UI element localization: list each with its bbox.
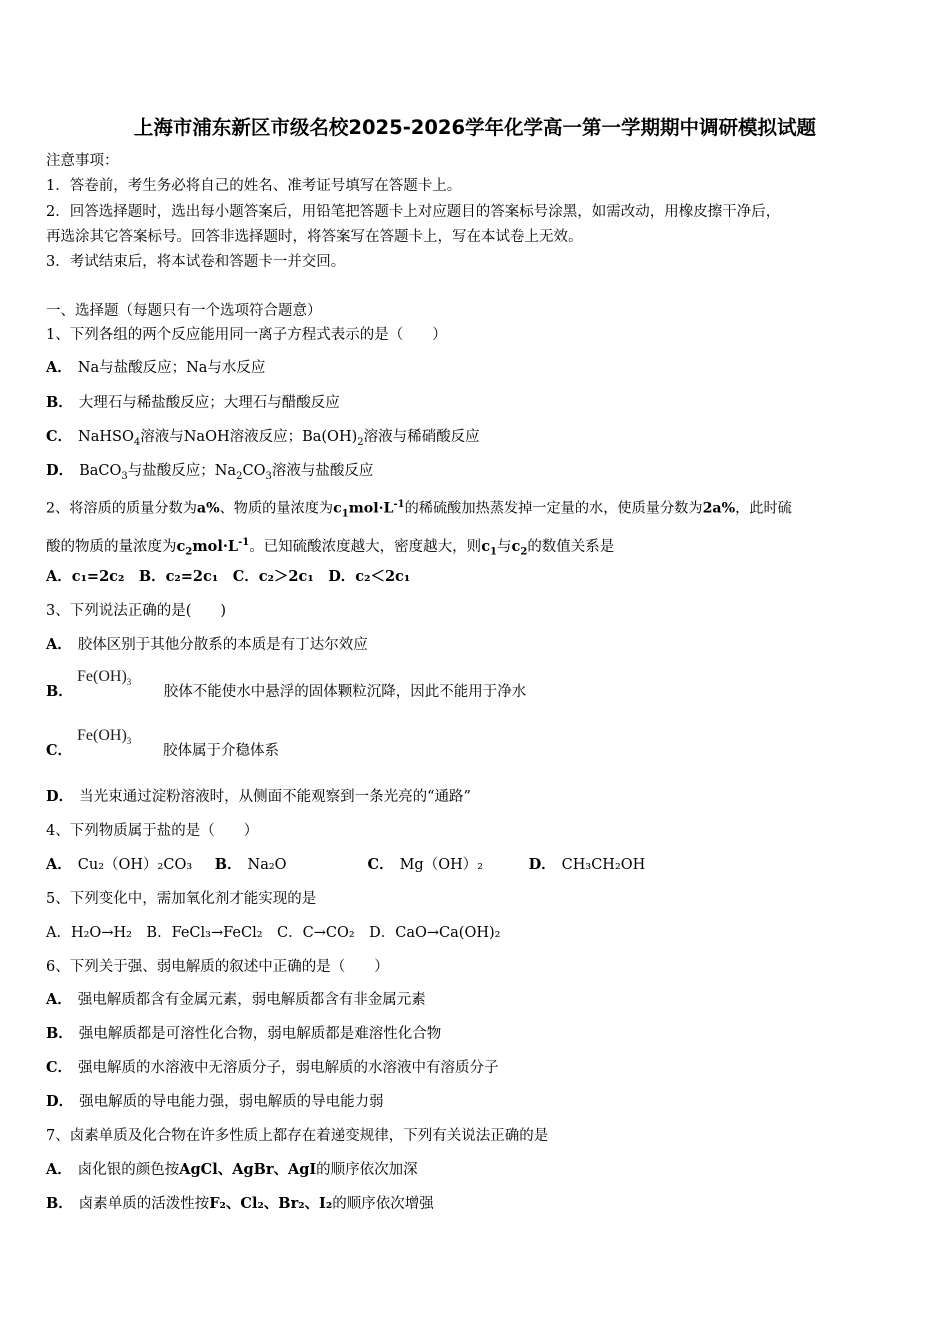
option-label: C． [46,742,73,759]
q5-options: A．H₂O→H₂ B．FeCl₃→FeCl₂ C．C→CO₂ D．CaO→Ca(OH)₂ [46,925,501,941]
q1-option-b [46,393,340,413]
notice-item: 3．考试结束后，将本试卷和答题卡一并交回。 [46,254,346,270]
option-text: 胶体不能使水中悬浮的固体颗粒沉降，因此不能用于净水 [163,684,527,700]
subscript: 2 [236,470,243,482]
option-text: CH₃CH₂OH [561,857,646,873]
notice-item: 再选涂其它答案标号。回答非选择题时，将答案写在答题卡上，写在本试卷上无效。 [46,229,583,245]
option-label: A． [46,359,72,376]
option-text: 卤素单质的活泼性按 [78,1196,210,1212]
option-label: B． [46,1195,73,1212]
option-label: D． [528,856,556,873]
subscript: 4 [133,436,141,448]
option-label: C． [46,428,73,445]
option-text: 大理石与稀盐酸反应；大理石与醋酸反应 [78,395,340,411]
option-label: A． [46,991,72,1008]
option-label: A． [46,1161,72,1178]
stem-text: 与 [497,538,512,555]
option-text: 强电解质的水溶液中无溶质分子，弱电解质的水溶液中有溶质分子 [78,1060,499,1076]
option-text: 的顺序依次增强 [332,1196,434,1212]
q1-option-c [46,427,480,453]
question-2-stem-line-2 [46,533,614,563]
subscript: 3 [265,470,272,482]
stem-text: c [176,537,186,555]
option-label: D． [46,788,74,805]
stem-text: ，此时硫 [735,500,792,517]
stem-text: 2a% [702,500,736,517]
option-label: D． [46,1093,74,1110]
q1-option-d [46,461,373,487]
q1-option-a [46,358,265,378]
option-text: F₂、Cl₂、Br₂、I₂ [209,1195,333,1212]
subscript: 1 [490,546,497,558]
option-text: CO [242,463,266,479]
option-text: 卤化银的颜色按 [77,1162,180,1178]
question-6-stem: 6、下列关于强、弱电解质的叙述中正确的是（ ） [46,959,389,975]
question-7-stem: 7、卤素单质及化合物在许多性质上都存在着递变规律，下列有关说法正确的是 [46,1128,549,1144]
option-text: 当光束通过淀粉溶液时，从侧面不能观察到一条光亮的“通路” [79,789,471,805]
option-text: 与盐酸反应；Na [127,463,237,479]
superscript: -1 [238,537,250,548]
q6-option-b [46,1024,441,1044]
q3-option-d [46,787,471,807]
option-text: NaHSO [78,429,134,445]
stem-text: c [511,537,521,555]
section-heading: 一、选择题（每题只有一个选项符合题意） [46,303,322,319]
stem-text: c [333,500,342,517]
question-3-stem: 3、下列说法正确的是( ) [46,603,227,619]
q6-option-a [46,990,426,1010]
notice-heading: 注意事项： [46,153,119,169]
q7-option-a [46,1160,418,1180]
option-text: Na₂O [247,857,287,873]
option-text: 强电解质的导电能力强，弱电解质的导电能力弱 [79,1094,384,1110]
question-1-stem: 1、下列各组的两个反应能用同一离子方程式表示的是（ ） [46,327,447,343]
subscript: 3 [121,470,128,482]
option-label: A． [46,636,72,653]
stem-text: 。已知硫酸浓度越大，密度越大，则 [249,538,482,555]
superscript: -1 [393,499,405,510]
stem-text: c [481,537,491,555]
notice-item: 1．答卷前，考生务必将自己的姓名、准考证号填写在答题卡上。 [46,178,462,194]
stem-text: mol·L [348,500,394,517]
question-5-stem: 5、下列变化中，需加氧化剂才能实现的是 [46,891,317,907]
option-label: B． [46,1025,73,1042]
option-label: B． [214,856,242,873]
option-text: 溶液与稀硝酸反应 [363,429,480,445]
q3-option-b [46,682,526,702]
q2-options: A．c₁=2c₂ B．c₂=2c₁ C．c₂＞2c₁ D．c₂＜2c₁ [46,568,411,585]
q6-option-c [46,1058,499,1078]
subscript: 1 [341,508,349,520]
formula-text: Fe(OH) [77,668,127,685]
option-label: C． [46,1059,73,1076]
q4-options [46,855,645,875]
option-label: B． [46,683,73,700]
subscript: 2 [185,546,193,558]
stem-text: 酸的物质的量浓度为 [46,538,177,555]
option-text: 强电解质都是可溶性化合物，弱电解质都是难溶性化合物 [78,1026,442,1042]
q3-option-a [46,635,368,655]
option-text: Na与盐酸反应；Na与水反应 [77,360,266,376]
subscript: 3 [126,677,132,688]
option-text: 胶体属于介稳体系 [163,743,280,759]
option-label: A． [46,856,72,873]
q7-option-b [46,1194,434,1214]
page-title: 上海市浦东新区市级名校2025-2026学年化学高一第一学期期中调研模拟试题 [133,116,817,139]
q6-option-d [46,1092,384,1112]
question-4-stem: 4、下列物质属于盐的是（ ） [46,823,259,839]
option-text: Cu₂（OH）₂CO₃ [77,857,193,873]
option-text: 的顺序依次加深 [316,1162,418,1178]
option-text: AgCl、AgBr、AgI [179,1161,317,1178]
stem-text: 的数值关系是 [527,538,615,555]
subscript: 2 [520,546,528,558]
subscript: 2 [357,436,364,448]
stem-text: 、物质的量浓度为 [219,500,334,517]
option-text: 强电解质都含有金属元素，弱电解质都含有非金属元素 [77,992,426,1008]
option-text: BaCO [79,463,122,479]
subscript: 3 [126,736,132,747]
stem-text: 2、将溶质的质量分数为 [46,500,197,517]
option-text: Mg（OH）₂ [399,857,484,873]
option-text: 胶体区别于其他分散系的本质是有丁达尔效应 [77,637,368,653]
option-label: C． [367,856,394,873]
stem-text: a% [196,500,220,517]
stem-text: mol·L [192,537,239,555]
option-label: B． [46,394,73,411]
formula-text: Fe(OH) [77,727,127,744]
option-text: 溶液与NaOH溶液反应；Ba(OH) [140,429,358,445]
q3-option-c [46,741,279,761]
question-2-stem-line-1 [46,495,792,525]
notice-item: 2．回答选择题时，选出每小题答案后，用铅笔把答题卡上对应题目的答案标号涂黑，如需改动，用橡皮擦干净后， [46,204,781,220]
option-text: 溶液与盐酸反应 [271,463,374,479]
option-label: D． [46,462,74,479]
stem-text: 的稀硫酸加热蒸发掉一定量的水，使质量分数为 [404,500,703,517]
